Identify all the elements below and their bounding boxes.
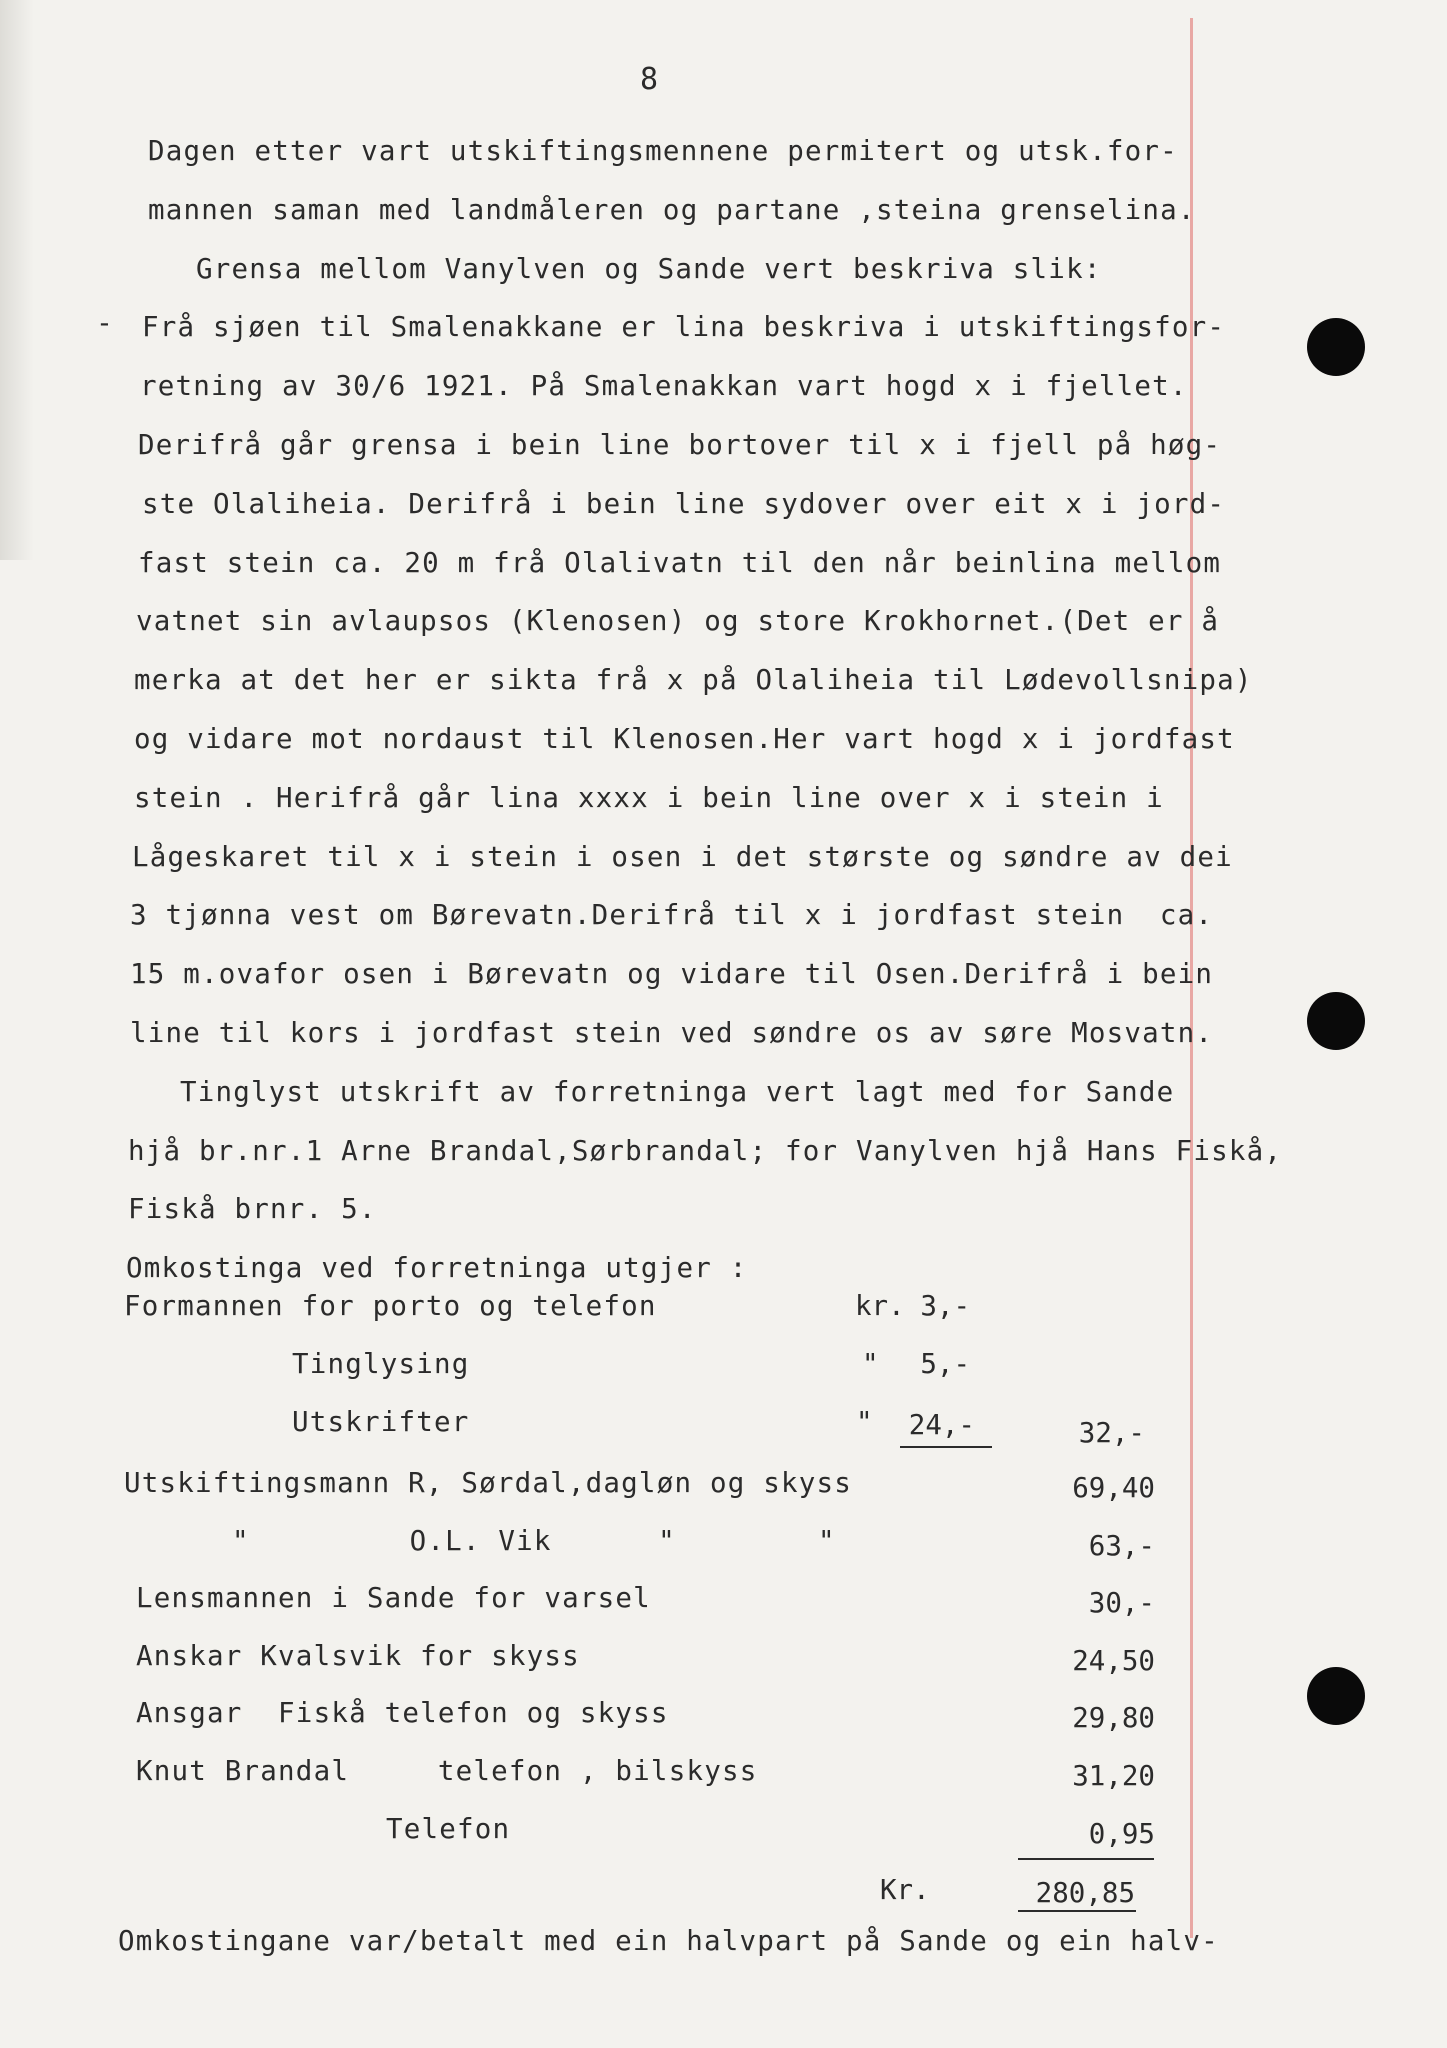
punch-hole [1307,992,1365,1050]
subtotal-underline [900,1446,992,1448]
cost-amount: 24,50 [1072,1644,1155,1677]
subtotal-amount: 32,- [1078,1417,1145,1449]
text-line: Lågeskaret til x i stein i osen i det største og søndre av dei [132,840,1233,873]
punch-hole [1307,318,1365,376]
cost-amount: 31,20 [1072,1760,1155,1792]
text-line: Derifrå går grensa i bein line bortover til x i fjell på høg- [138,429,1222,461]
page-number: 8 [640,62,660,97]
text-line: merka at det her er sikta frå x på Olaliheia til Lødevollsnipa) [134,664,1253,697]
cost-amount: 69,40 [1072,1472,1155,1504]
text-line: Omkostinga ved forretninga utgjer : [126,1252,748,1285]
total-amount: 280,85 [1035,1877,1135,1909]
text-line: 15 m.ovafor osen i Børevatn og vidare til Osen.Derifrå i bein [130,958,1214,991]
text-line: hjå br.nr.1 Arne Brandal,Sørbrandal; for Vanylven hjå Hans Fiskå, [128,1134,1283,1167]
cost-amount: 0,95 [1088,1817,1155,1850]
text-line: og vidare mot nordaust til Klenosen.Her vart hogd x i jordfast [134,723,1235,755]
margin-dash: - [96,306,113,339]
cost-prefix: " [856,1406,873,1438]
cost-label: " O.L. Vik " " [232,1524,836,1557]
cost-label: Tinglysing [292,1348,470,1380]
text-line: Dagen etter vart utskiftingsmennene permitert og utsk.for- [148,135,1178,167]
page-edge-shadow [0,0,34,560]
cost-label: Telefon [386,1812,511,1845]
cost-amount: 24,- [908,1409,975,1441]
total-double-underline [1018,1910,1136,1912]
cost-label: Anskar Kvalsvik for skyss [136,1639,580,1672]
cost-label: Lensmannen i Sande for varsel [136,1582,651,1615]
text-line: fast stein ca. 20 m frå Olalivatn til den når beinlina mellom [138,546,1222,579]
closing-line: Omkostingane var/betalt med ein halvpart på Sande og ein halv- [118,1925,1219,1957]
text-line: retning av 30/6 1921. På Smalenakkan vart hogd x i fjellet. [140,370,1188,403]
cost-amount: 3,- [920,1290,970,1322]
cost-label: Utskiftingsmann R, Sørdal,dagløn og skyss [124,1467,853,1499]
text-line: mannen saman med landmåleren og partane ,steina grenselina. [148,193,1196,226]
text-line: Grensa mellom Vanylven og Sande vert beskriva slik: [196,252,1102,285]
text-line: ste Olaliheia. Derifrå i bein line sydover over eit x i jord- [142,487,1226,520]
punch-hole [1307,1667,1365,1725]
cost-amount: 5,- [920,1348,970,1380]
text-line: line til kors i jordfast stein ved søndre os av søre Mosvatn. [130,1017,1214,1049]
text-line: Frå sjøen til Smalenakkane er lina beskriva i utskiftingsfor- [142,311,1226,344]
cost-label: Knut Brandal telefon , bilskyss [136,1755,758,1787]
cost-prefix: kr. [855,1290,905,1322]
cost-label: Formannen for porto og telefon [124,1290,657,1322]
text-line: Tinglyst utskrift av forretninga vert lagt med for Sande [180,1075,1175,1108]
text-line: 3 tjønna vest om Børevatn.Derifrå til x i jordfast stein ca. [130,899,1214,932]
cost-label: Ansgar Fiskå telefon og skyss [136,1697,669,1730]
text-line: Fiskå brnr. 5. [128,1193,377,1226]
total-underline [1018,1858,1154,1860]
cost-prefix: " [862,1348,879,1380]
total-prefix: Kr. [880,1874,930,1906]
cost-amount: 29,80 [1072,1702,1155,1735]
text-line: stein . Herifrå går lina xxxx i bein line over x i stein i [134,781,1164,814]
text-line: vatnet sin avlaupsos (Klenosen) og store Krokhornet.(Det er å [136,605,1220,638]
cost-label: Utskrifter [292,1406,470,1438]
cost-amount: 30,- [1088,1587,1155,1620]
cost-amount: 63,- [1088,1529,1155,1562]
